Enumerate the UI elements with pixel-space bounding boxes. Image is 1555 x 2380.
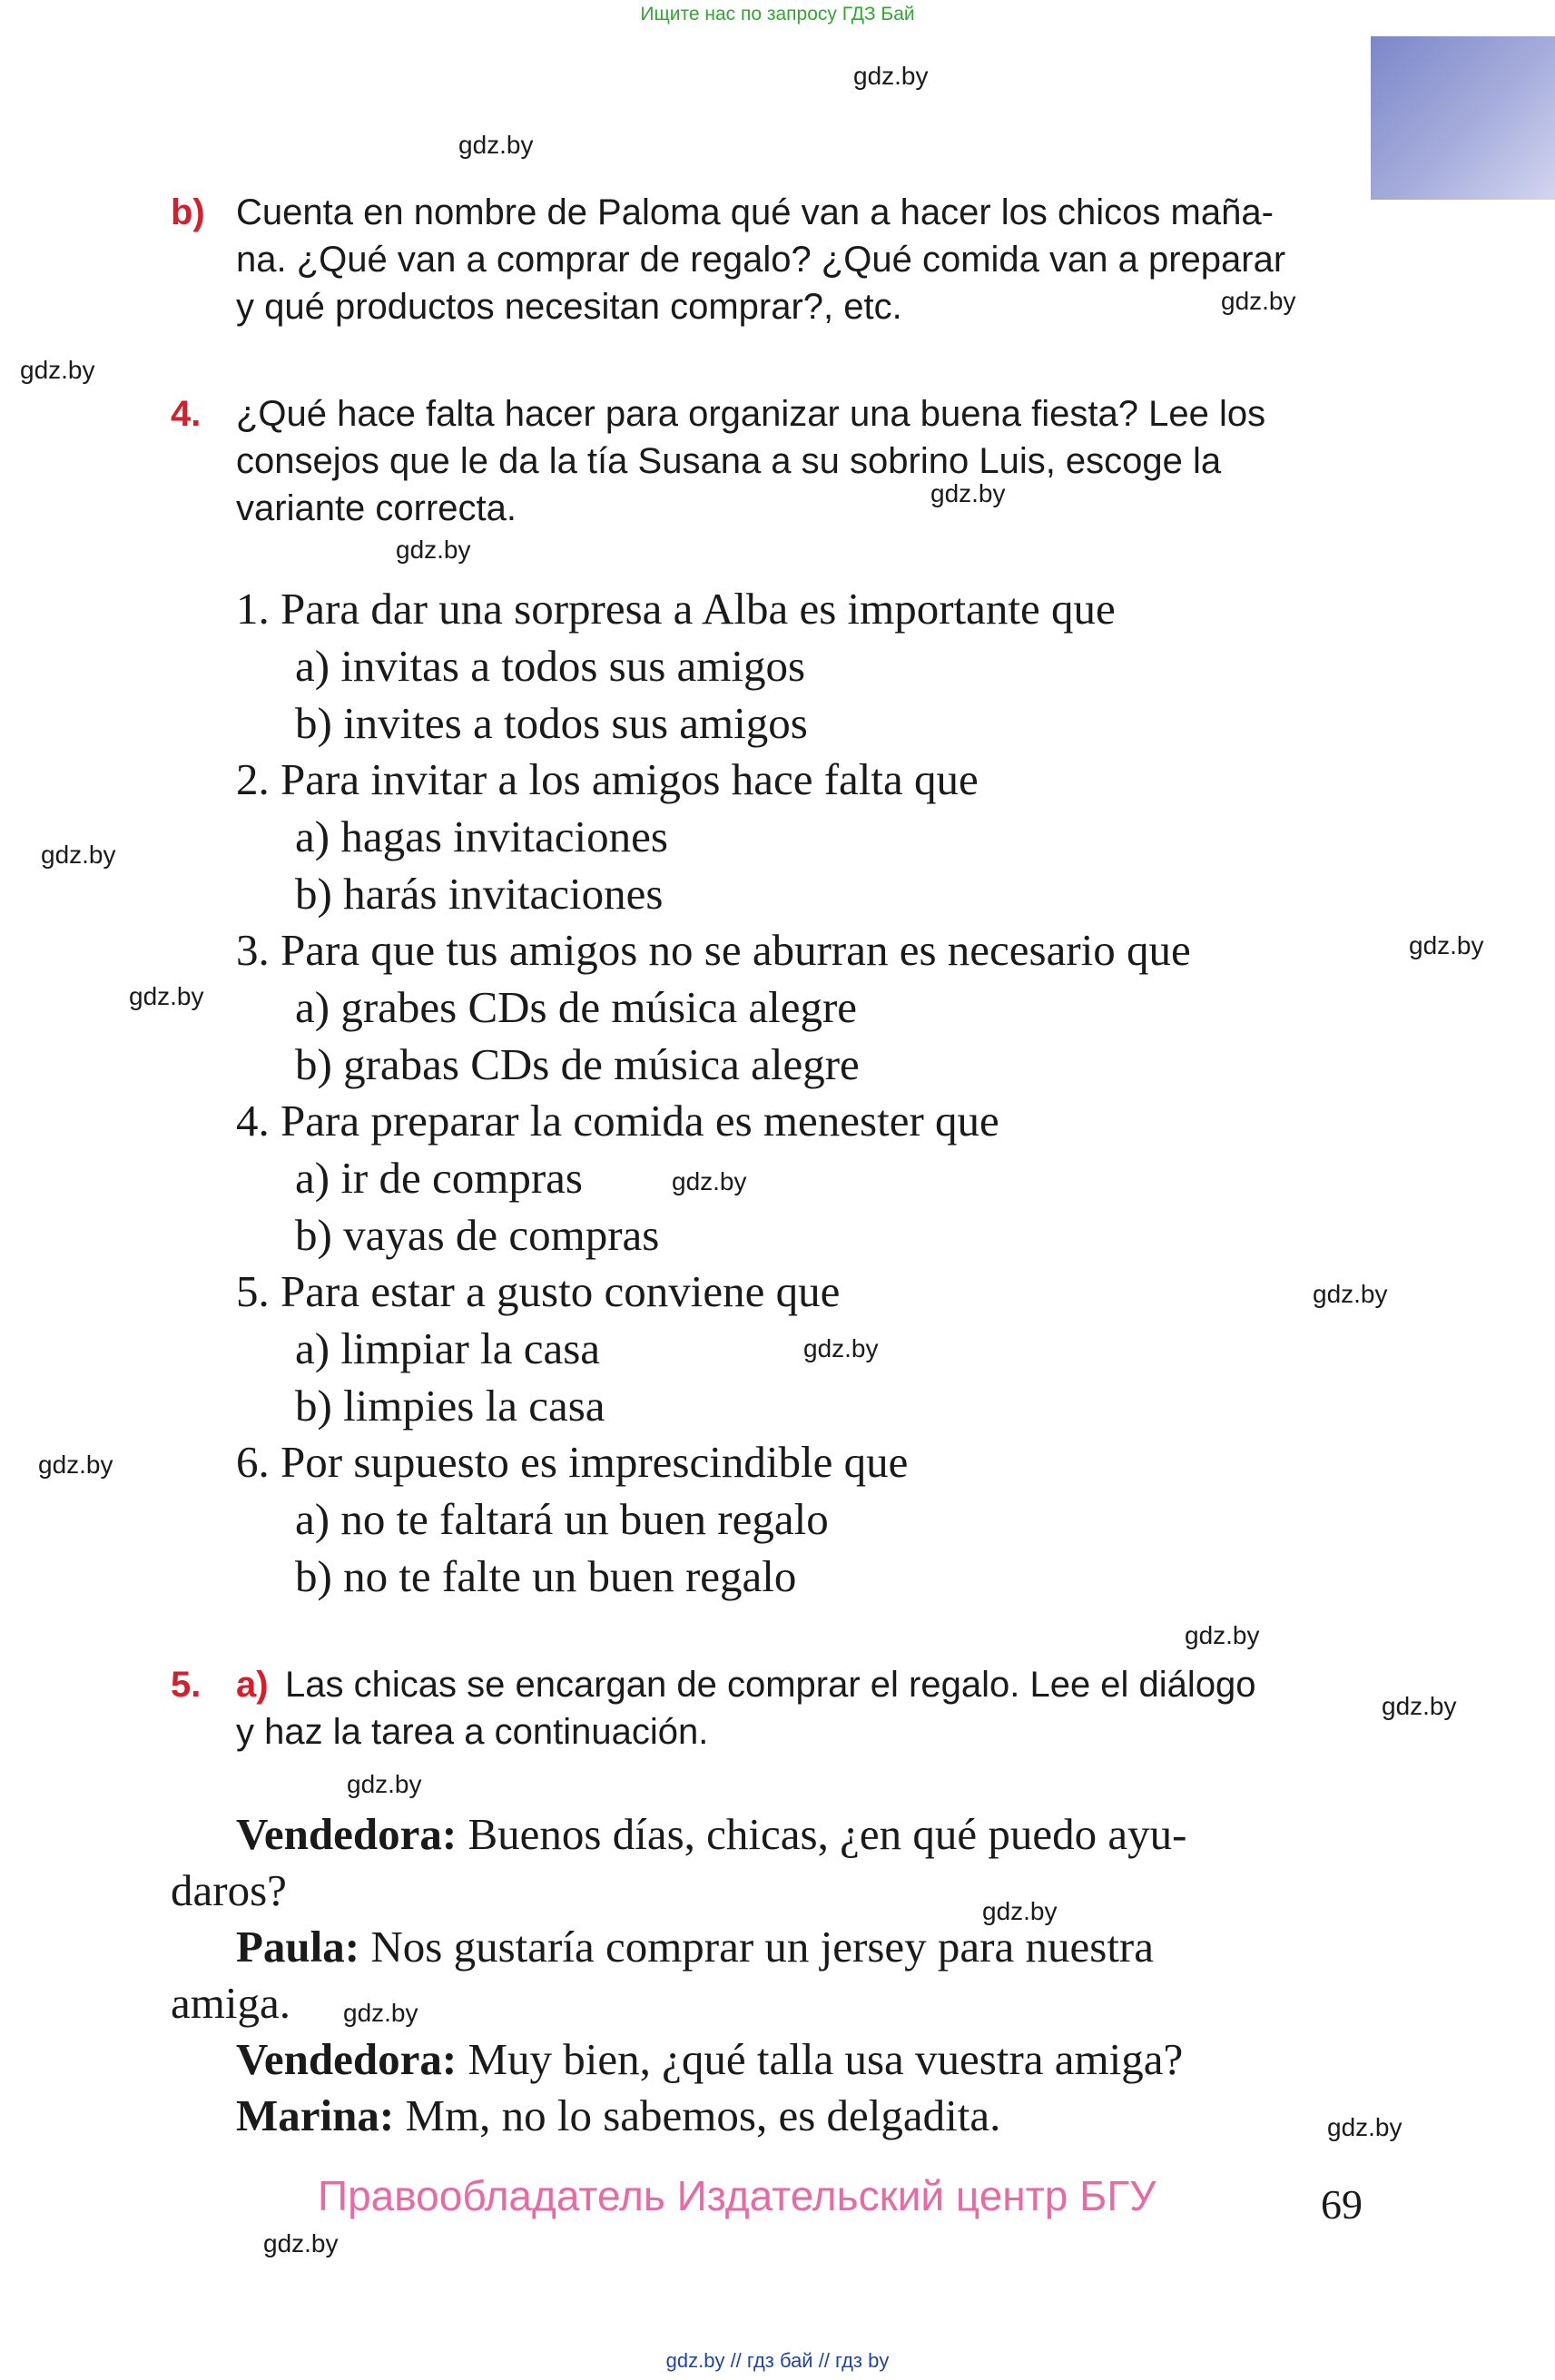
dialogue-line	[236, 2088, 1000, 2144]
utterance: Buenos días, chicas, ¿en qué puedo ayu-	[467, 1809, 1187, 1859]
watermark: gdz.by	[41, 841, 116, 869]
watermark: gdz.by	[263, 2229, 339, 2257]
exercise-5-label: a)	[236, 1665, 269, 1705]
dialogue-line	[236, 2031, 1183, 2088]
dialogue-continuation: daros?	[171, 1865, 287, 1915]
watermark: gdz.by	[1313, 1280, 1388, 1308]
copyright-holder: Правообладатель Издательский центр БГУ	[318, 2172, 1156, 2219]
watermark: gdz.by	[1382, 1692, 1457, 1720]
option-5b[interactable]: b) limpies la casa	[295, 1381, 605, 1431]
speaker: Marina:	[236, 2090, 395, 2140]
option-1a[interactable]: a) invitas a todos sus amigos	[295, 641, 806, 691]
watermark: gdz.by	[982, 1897, 1058, 1925]
watermark: gdz.by	[1409, 931, 1484, 959]
option-3a[interactable]: a) grabes CDs de música alegre	[295, 982, 858, 1032]
watermark: gdz.by	[20, 356, 95, 384]
watermark: gdz.by	[930, 479, 1006, 507]
option-5a[interactable]: a) limpiar la casa	[295, 1323, 601, 1373]
watermark: gdz.by	[1185, 1621, 1260, 1649]
watermark: gdz.by	[1221, 287, 1296, 315]
utterance: Nos gustaría comprar un jersey para nuestra	[370, 1922, 1154, 1972]
question-5: 5. Para estar a gusto conviene que	[236, 1266, 841, 1316]
speaker: Vendedora:	[236, 2034, 458, 2084]
watermark: gdz.by	[38, 1451, 113, 1479]
option-4b[interactable]: b) vayas de compras	[295, 1210, 660, 1260]
utterance: Muy bien, ¿qué talla usa vuestra amiga?	[467, 2034, 1184, 2084]
section-b-label: b)	[171, 192, 205, 232]
exercise-5-line: Las chicas se encargan de comprar el regalo. Lee el diálogo	[285, 1665, 1256, 1705]
option-4a[interactable]: a) ir de compras	[295, 1153, 583, 1203]
dialogue-continuation: amiga.	[171, 1978, 290, 2028]
exercise-5-line: y haz la tarea a continuación.	[236, 1712, 709, 1752]
section-b-line: Cuenta en nombre de Paloma qué van a hacer los chicos maña-	[236, 192, 1274, 232]
option-6b[interactable]: b) no te falte un buen regalo	[295, 1551, 797, 1601]
question-2: 2. Para invitar a los amigos hace falta que	[236, 754, 979, 804]
exercise-4-line: consejos que le da la tía Susana a su sobrino Luis, escoge la	[236, 441, 1222, 481]
option-1b[interactable]: b) invites a todos sus amigos	[295, 698, 808, 748]
option-6a[interactable]: a) no te faltará un buen regalo	[295, 1494, 829, 1544]
question-1: 1. Para dar una sorpresa a Alba es importante que	[236, 584, 1116, 634]
top-banner[interactable]: Ищите нас по запросу ГДЗ Бай	[640, 4, 915, 25]
watermark: gdz.by	[1327, 2113, 1402, 2141]
watermark: gdz.by	[347, 1770, 422, 1798]
section-b-line: na. ¿Qué van a comprar de regalo? ¿Qué comida van a preparar	[236, 240, 1286, 280]
exercise-5-number: 5.	[171, 1665, 202, 1705]
watermark: gdz.by	[672, 1167, 747, 1195]
watermark: gdz.by	[129, 982, 204, 1010]
exercise-4-line: variante correcta.	[236, 488, 517, 528]
speaker: Vendedora:	[236, 1809, 458, 1859]
utterance: Mm, no lo sabemos, es delgadita.	[405, 2090, 1001, 2140]
exercise-4-line: ¿Qué hace falta hacer para organizar una buena fiesta? Lee los	[236, 394, 1266, 434]
question-3: 3. Para que tus amigos no se aburran es necesario que	[236, 925, 1191, 975]
watermark: gdz.by	[343, 1999, 418, 2027]
option-2a[interactable]: a) hagas invitaciones	[295, 811, 668, 861]
option-3b[interactable]: b) grabas CDs de música alegre	[295, 1039, 860, 1089]
dialogue-line	[236, 1919, 1154, 1975]
page-number: 69	[1321, 2181, 1363, 2228]
watermark: gdz.by	[803, 1334, 879, 1362]
exercise-4-number: 4.	[171, 394, 202, 434]
dialogue-line	[236, 1806, 1186, 1863]
watermark: gdz.by	[396, 536, 471, 564]
question-6: 6. Por supuesto es imprescindible que	[236, 1437, 909, 1487]
speaker: Paula:	[236, 1922, 360, 1972]
footer-links[interactable]: gdz.by // гдз бай // гдз by	[665, 2349, 890, 2372]
page-corner-tab	[1371, 36, 1555, 200]
question-4: 4. Para preparar la comida es menester que	[236, 1096, 999, 1146]
watermark: gdz.by	[853, 62, 929, 90]
option-2b[interactable]: b) harás invitaciones	[295, 869, 664, 919]
watermark: gdz.by	[458, 131, 534, 159]
section-b-line: y qué productos necesitan comprar?, etc.	[236, 287, 902, 327]
